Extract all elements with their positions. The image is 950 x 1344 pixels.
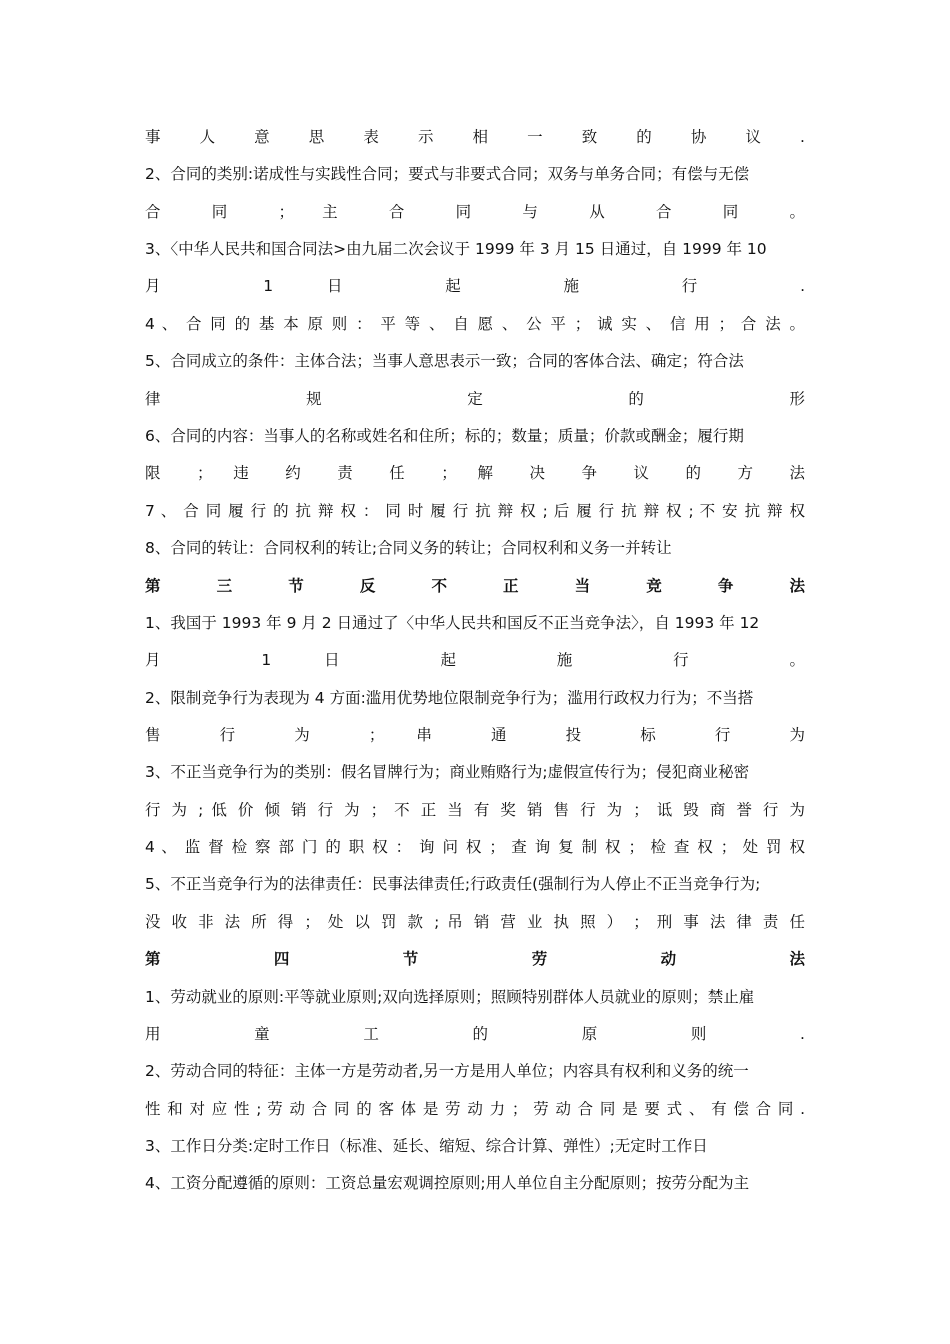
text-line: 1、我国于 1993 年 9 月 2 日通过了〈中华人民共和国反不正当竞争法〉，自 1993 年 12 [145, 614, 760, 632]
text-line: 事 人 意 思 表 示 相 一 致 的 协 议 . [145, 128, 805, 146]
text-line: 售 行 为 ； 串 通 投 标 行 为 [145, 726, 805, 744]
text-line: 限 ； 违 约 责 任 ； 解 决 争 议 的 方 法 [145, 464, 805, 482]
text-line: 1、劳动就业的原则:平等就业原则;双向选择原则；照顾特别群体人员就业的原则；禁止雇 [145, 988, 755, 1006]
text-line: 用 童 工 的 原 则 . [145, 1025, 805, 1043]
text-line: 行 为 ; 低 价 倾 销 行 为 ； 不 正 当 有 奖 销 售 行 为 ； 诋 毁 商 誉 行 为 [145, 801, 805, 819]
text-line: 6、合同的内容：当事人的名称或姓名和住所；标的；数量；质量；价款或酬金；履行期 [145, 427, 744, 445]
text-line: 律 规 定 的 形 [145, 390, 805, 408]
text-line: 没 收 非 法 所 得 ； 处 以 罚 款 ; 吊 销 营 业 执 照 ） ； 刑 事 法 律 责 任 [145, 913, 805, 931]
text-line: 月 1 日 起 施 行 。 [145, 651, 805, 669]
text-line: 月 1 日 起 施 行 . [145, 277, 805, 295]
text-line: 3、不正当竞争行为的类别：假名冒牌行为；商业贿赂行为;虚假宣传行为；侵犯商业秘密 [145, 763, 750, 781]
text-line: 4 、 监 督 检 察 部 门 的 职 权 ： 询 问 权 ； 查 询 复 制 权 ； 检 查 权 ； 处 罚 权 [145, 838, 805, 856]
text-line: 合 同 ； 主 合 同 与 从 合 同 。 [145, 203, 805, 221]
text-line: 4 、 合 同 的 基 本 原 则 ： 平 等 、 自 愿 、 公 平 ； 诚 实 、 信 用 ； 合 法 。 [145, 315, 805, 333]
text-line: 5、不正当竞争行为的法律责任：民事法律责任;行政责任(强制行为人停止不正当竞争行为; [145, 875, 761, 893]
text-line: 3、工作日分类:定时工作日（标准、延长、缩短、综合计算、弹性）;无定时工作日 [145, 1137, 708, 1155]
section-heading: 第 三 节 反 不 正 当 竞 争 法 [145, 577, 805, 595]
text-line: 2、限制竞争行为表现为 4 方面:滥用优势地位限制竞争行为；滥用行政权力行为；不当搭 [145, 689, 754, 707]
text-line: 2、合同的类别:诺成性与实践性合同；要式与非要式合同；双务与单务合同；有偿与无偿 [145, 165, 750, 183]
text-line: 4、工资分配遵循的原则：工资总量宏观调控原则;用人单位自主分配原则；按劳分配为主 [145, 1174, 750, 1192]
text-line: 3、〈中华人民共和国合同法>由九届二次会议于 1999 年 3 月 15 日通过，自 1999 年 10 [145, 240, 767, 258]
text-line: 8、合同的转让：合同权利的转让;合同义务的转让；合同权利和义务一并转让 [145, 539, 672, 557]
text-line: 2、劳动合同的特征：主体一方是劳动者,另一方是用人单位；内容具有权利和义务的统一 [145, 1062, 749, 1080]
text-line: 7 、 合 同 履 行 的 抗 辩 权 ： 同 时 履 行 抗 辩 权 ; 后 履 行 抗 辩 权 ; 不 安 抗 辩 权 [145, 502, 805, 520]
section-heading: 第 四 节 劳 动 法 [145, 950, 805, 968]
text-line: 性 和 对 应 性 ; 劳 动 合 同 的 客 体 是 劳 动 力 ； 劳 动 合 同 是 要 式 、 有 偿 合 同 . [145, 1100, 805, 1118]
text-line: 5、合同成立的条件：主体合法；当事人意思表示一致；合同的客体合法、确定；符合法 [145, 352, 744, 370]
